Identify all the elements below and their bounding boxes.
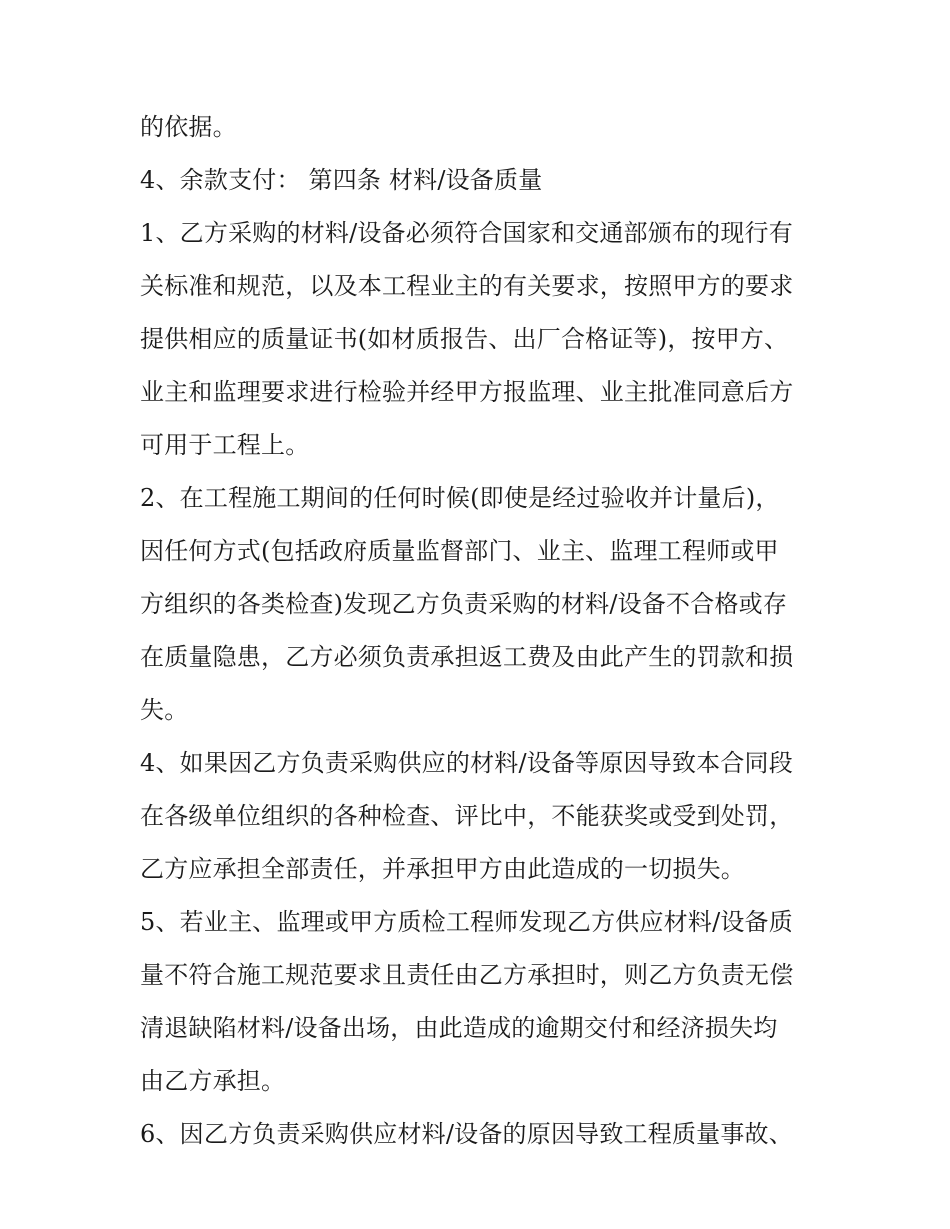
text-line: 方组织的各类检查)发现乙方负责采购的材料/设备不合格或存 (140, 590, 788, 618)
text-line: 1、乙方采购的材料/设备必须符合国家和交通部颁布的现行有 (140, 219, 793, 247)
text-line: 失。 (140, 696, 189, 724)
text-line: 在各级单位组织的各种检查、评比中，不能获奖或受到处罚， (140, 802, 794, 830)
text-line: 关标准和规范，以及本工程业主的有关要求，按照甲方的要求 (140, 272, 794, 300)
text-line: 乙方应承担全部责任，并承担甲方由此造成的一切损失。 (140, 855, 745, 883)
text-line: 因任何方式(包括政府质量监督部门、业主、监理工程师或甲 (140, 537, 779, 565)
text-line: 由乙方承担。 (140, 1067, 286, 1095)
text-line: 业主和监理要求进行检验并经甲方报监理、业主批准同意后方 (140, 378, 794, 406)
text-line: 4、如果因乙方负责采购供应的材料/设备等原因导致本合同段 (140, 749, 793, 777)
text-line: 可用于工程上。 (140, 431, 310, 459)
text-line: 量不符合施工规范要求且责任由乙方承担时，则乙方负责无偿 (140, 961, 794, 989)
text-line: 提供相应的质量证书(如材质报告、出厂合格证等)，按甲方、 (140, 325, 789, 353)
text-line: 4、余款支付： 第四条 材料/设备质量 (140, 166, 543, 194)
text-line: 5、若业主、监理或甲方质检工程师发现乙方供应材料/设备质 (140, 908, 793, 936)
text-line: 2、在工程施工期间的任何时候(即使是经过验收并计量后)， (140, 484, 780, 512)
text-line: 6、因乙方负责采购供应材料/设备的原因导致工程质量事故、 (140, 1120, 793, 1148)
text-line: 清退缺陷材料/设备出场，由此造成的逾期交付和经济损失均 (140, 1014, 778, 1042)
text-line: 的依据。 (140, 113, 237, 141)
text-line: 在质量隐患，乙方必须负责承担返工费及由此产生的罚款和损 (140, 643, 794, 671)
